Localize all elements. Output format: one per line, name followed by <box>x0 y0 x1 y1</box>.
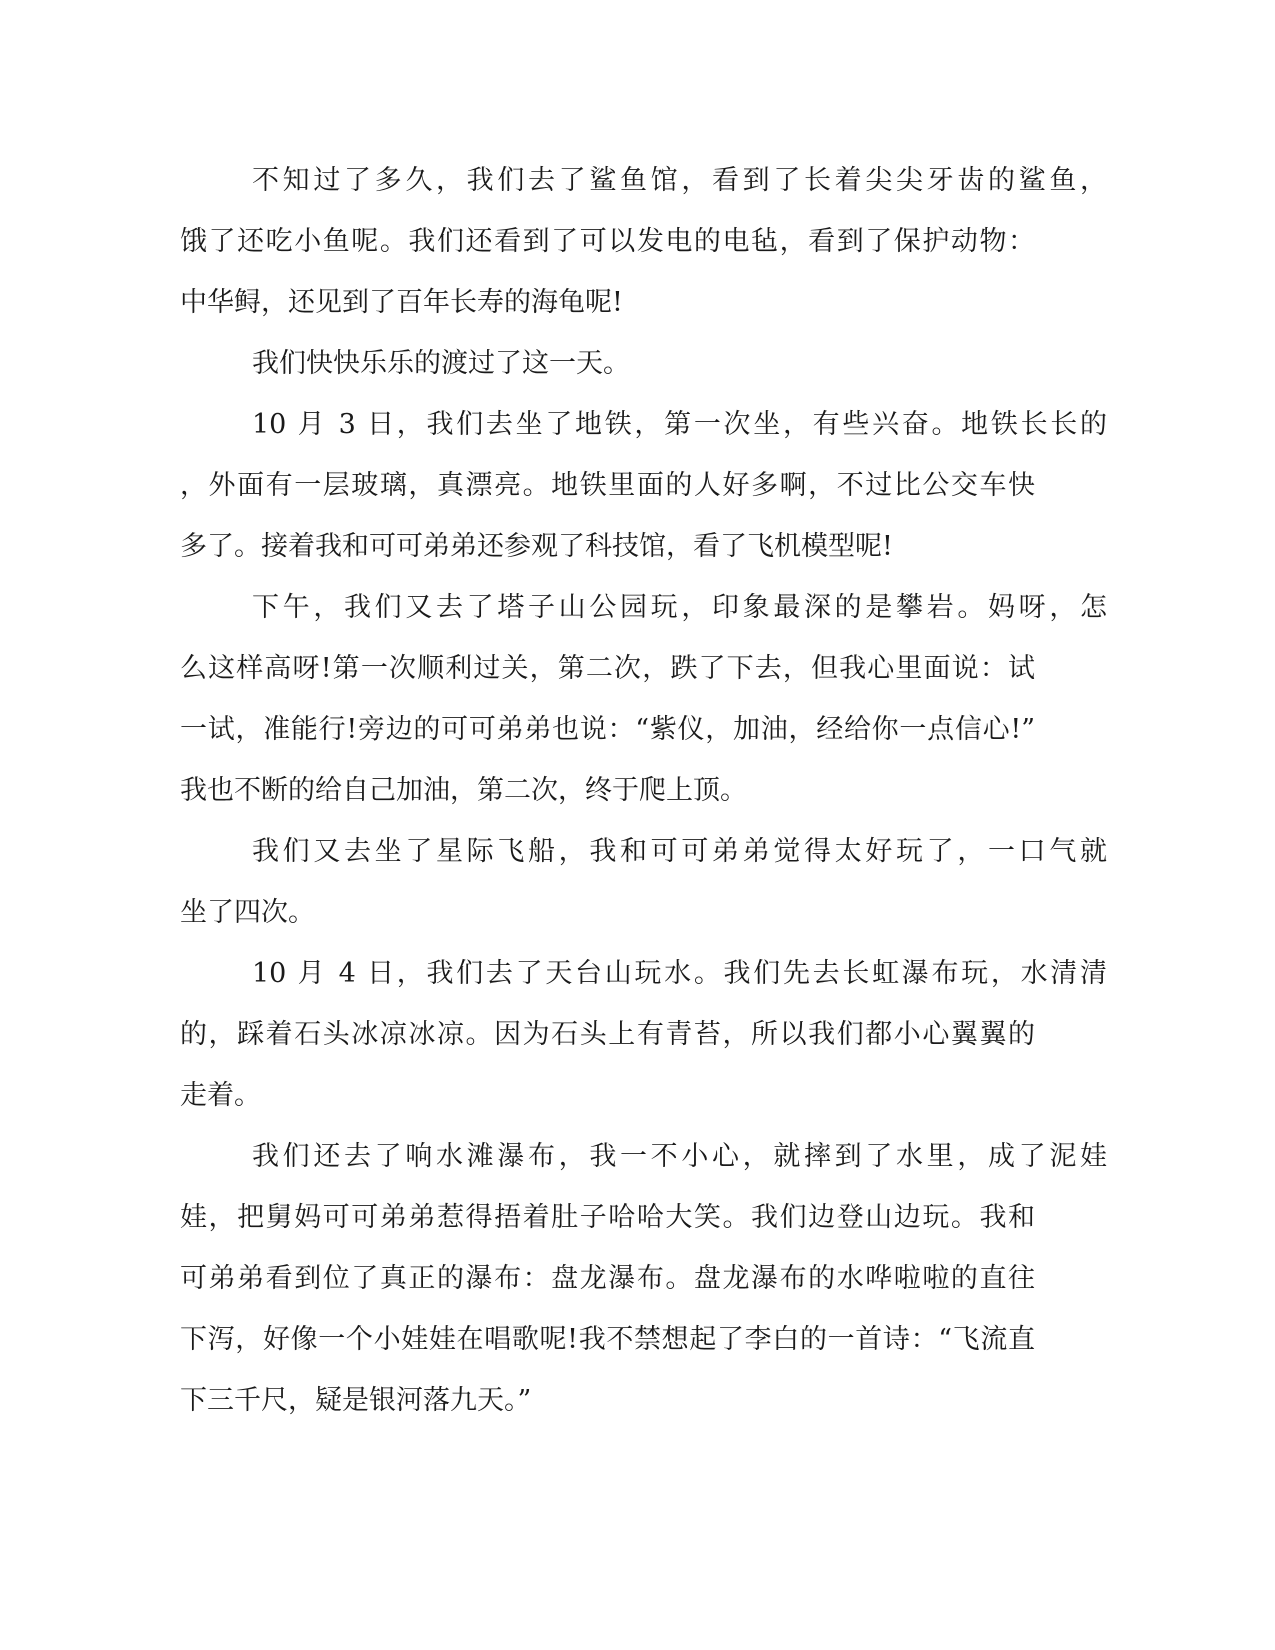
paragraph-4-line-2: 么这样高呀!第一次顺利过关，第二次，跌了下去，但我心里面说：试 <box>180 653 1035 684</box>
paragraph-4-line-1: 下午，我们又去了塔子山公园玩，印象最深的是攀岩。妈呀，怎 <box>252 592 1107 623</box>
paragraph-1-line-2: 饿了还吃小鱼呢。我们还看到了可以发电的电毡，看到了保护动物： <box>180 226 1035 257</box>
paragraph-7-line-5: 下三千尺，疑是银河落九天。” <box>180 1385 532 1416</box>
document-page <box>180 150 1107 1431</box>
paragraph-7-line-4: 下泻，好像一个小娃娃在唱歌呢!我不禁想起了李白的一首诗：“飞流直 <box>180 1324 1035 1355</box>
paragraph-1-line-3: 中华鲟，还见到了百年长寿的海龟呢! <box>180 287 623 318</box>
paragraph-1-line-1: 不知过了多久，我们去了鲨鱼馆，看到了长着尖尖牙齿的鲨鱼， <box>252 165 1107 196</box>
paragraph-3-line-3: 多了。接着我和可可弟弟还参观了科技馆，看了飞机模型呢! <box>180 531 893 562</box>
paragraph-2-line-1: 我们快快乐乐的渡过了这一天。 <box>252 348 630 379</box>
paragraph-7-line-2: 娃，把舅妈可可弟弟惹得捂着肚子哈哈大笑。我们边登山边玩。我和 <box>180 1202 1035 1233</box>
paragraph-7-line-3: 可弟弟看到位了真正的瀑布：盘龙瀑布。盘龙瀑布的水哗啦啦的直往 <box>180 1263 1035 1294</box>
paragraph-6-line-3: 走着。 <box>180 1080 261 1111</box>
paragraph-3-line-2: ，外面有一层玻璃，真漂亮。地铁里面的人好多啊，不过比公交车快 <box>180 470 1035 501</box>
paragraph-7-line-1: 我们还去了响水滩瀑布，我一不小心，就摔到了水里，成了泥娃 <box>252 1141 1107 1172</box>
paragraph-6-line-1: 10 月 4 日，我们去了天台山玩水。我们先去长虹瀑布玩，水清清 <box>252 958 1107 989</box>
paragraph-6-line-2: 的，踩着石头冰凉冰凉。因为石头上有青苔，所以我们都小心翼翼的 <box>180 1019 1035 1050</box>
paragraph-5-line-2: 坐了四次。 <box>180 897 315 928</box>
paragraph-3-line-1: 10 月 3 日，我们去坐了地铁，第一次坐，有些兴奋。地铁长长的 <box>252 409 1107 440</box>
paragraph-4-line-3: 一试，准能行!旁边的可可弟弟也说：“紫仪，加油，经给你一点信心!” <box>180 714 1035 745</box>
paragraph-4-line-4: 我也不断的给自己加油，第二次，终于爬上顶。 <box>180 775 747 806</box>
paragraph-5-line-1: 我们又去坐了星际飞船，我和可可弟弟觉得太好玩了，一口气就 <box>252 836 1107 867</box>
